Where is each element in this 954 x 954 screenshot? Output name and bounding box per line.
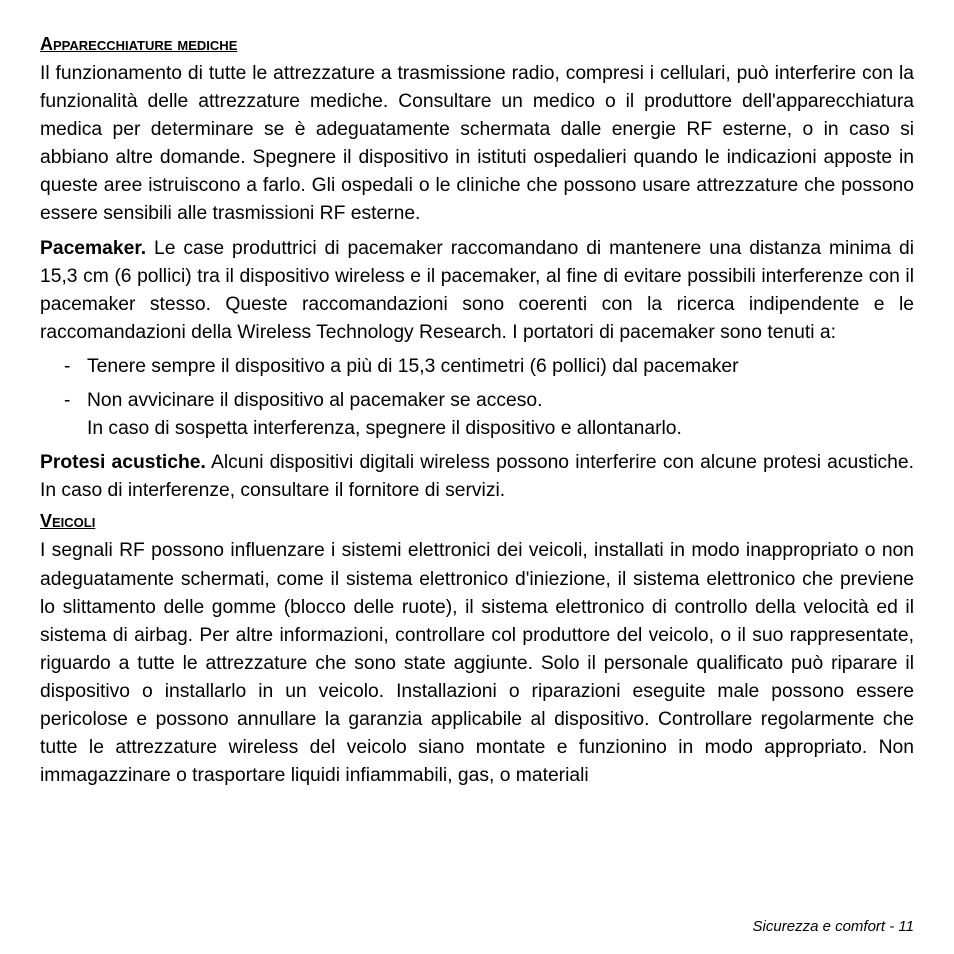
document-page bbox=[40, 34, 914, 796]
protesi-label: Protesi acustiche. bbox=[40, 452, 206, 474]
list-item bbox=[40, 387, 914, 443]
paragraph-vehicles: I segnali RF possono influenzare i sistemi elettronici dei veicoli, installati in modo inappropriato o non adeguatamente schermati, come il sistema elettronico d'iniezione, il sistema elettronico che previene lo slittamento delle gomme (blocco delle ruote), il sistema elettronico di controllo della velocità ed il sistema di airbag. Per altre informazioni, controllare col produttore del veicolo, o il suo rappresentate, riguardo a tutte le attrezzature che sono state aggiunte. Solo il personale qualificato può riparare il dispositivo o installarlo in un veicolo. Installazioni o riparazioni eseguite male possono essere pericolose e possono annullare la garanzia applicabile al dispositivo. Controllare regolarmente che tutte le attrezzature wireless del veicolo siano montate e funzionino in modo appropriato. Non immagazzinare o trasportare liquidi infiammabili, gas, o materiali bbox=[40, 540, 914, 787]
list-item-text: Non avvicinare il dispositivo al pacemaker se acceso. bbox=[87, 390, 543, 412]
section-heading-vehicles: Veicoli bbox=[40, 511, 96, 532]
list-item-text-continued: In caso di sospetta interferenza, spegnere il dispositivo e allontanarlo. bbox=[87, 418, 682, 440]
paragraph-medical: Il funzionamento di tutte le attrezzature a trasmissione radio, compresi i cellulari, può interferire con la funzionalità delle attrezzature mediche. Consultare un medico o il produttore dell'apparecchiatura medica per determinare se è adeguatamente schermata dalle energie RF esterne, o in caso si abbiano altre domande. Spegnere il dispositivo in istituti ospedalieri quando le indicazioni apposte in queste aree istruiscono a farlo. Gli ospedali o le cliniche che possono usare attrezzature che possono essere sensibili alle trasmissioni RF esterne. bbox=[40, 63, 914, 225]
list-dash: - bbox=[64, 355, 71, 377]
protesi-text: Alcuni dispositivi digitali wireless possono interferire con alcune protesi acustiche. In caso di interferenze, consultare il fornitore di servizi. bbox=[40, 452, 914, 502]
list-item bbox=[40, 353, 914, 381]
paragraph-pacemaker bbox=[40, 235, 914, 347]
paragraph-hearing-aids bbox=[40, 449, 914, 505]
pacemaker-label: Pacemaker. bbox=[40, 237, 147, 259]
pacemaker-text: Le case produttrici di pacemaker raccomandano di mantenere una distanza minima di 15,3 cm (6 pollici) tra il dispositivo wireless e il pacemaker, al fine di evitare possibili interferenze con il pacemaker stesso. Queste raccomandazioni sono coerenti con la ricerca indipendente e le raccomandazioni della Wireless Technology Research. I portatori di pacemaker sono tenuti a: bbox=[40, 237, 914, 343]
section-heading-medical: Apparecchiature mediche bbox=[40, 34, 238, 54]
list-item-text: Tenere sempre il dispositivo a più di 15,3 centimetri (6 pollici) dal pacemaker bbox=[87, 355, 739, 377]
page-footer: Sicurezza e comfort - 11 bbox=[752, 918, 914, 935]
list-dash: - bbox=[64, 390, 71, 412]
